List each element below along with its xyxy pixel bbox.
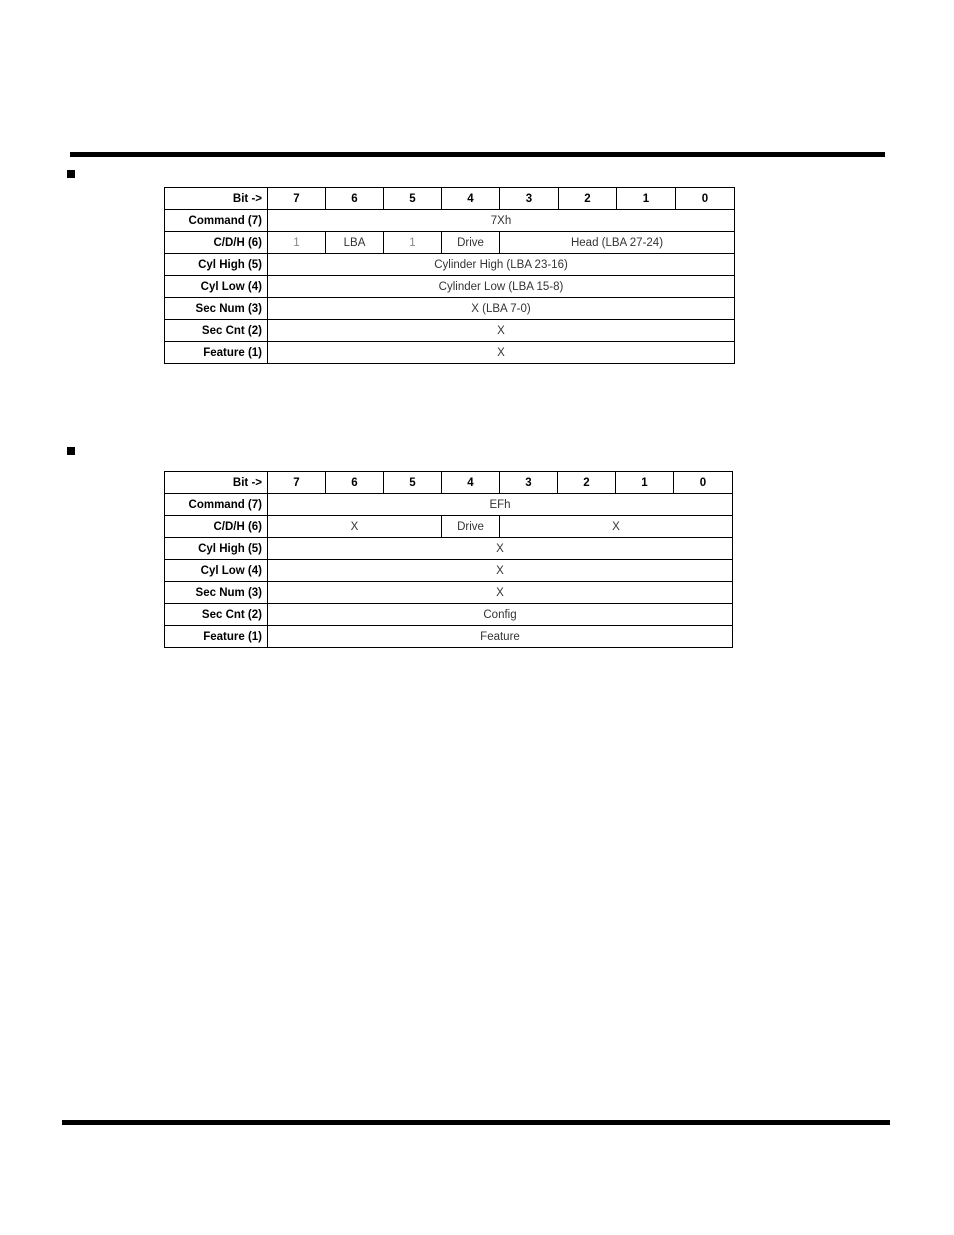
bit-7: 7 <box>268 188 326 210</box>
cyl-high-row <box>165 538 733 560</box>
cyl-high-value: X <box>268 538 733 560</box>
cdh-label: C/D/H (6) <box>165 232 268 254</box>
cdh-label: C/D/H (6) <box>165 516 268 538</box>
bit-4: 4 <box>442 188 500 210</box>
bit-5: 5 <box>384 472 442 494</box>
register-table-2 <box>164 471 733 648</box>
sec-num-label: Sec Num (3) <box>165 582 268 604</box>
sec-cnt-label: Sec Cnt (2) <box>165 604 268 626</box>
cdh-row <box>165 232 735 254</box>
feature-row <box>165 626 733 648</box>
feature-label: Feature (1) <box>165 342 268 364</box>
bit-0: 0 <box>674 472 733 494</box>
cyl-high-row <box>165 254 735 276</box>
sec-cnt-label: Sec Cnt (2) <box>165 320 268 342</box>
sec-num-row <box>165 582 733 604</box>
cyl-high-label: Cyl High (5) <box>165 538 268 560</box>
command-row <box>165 494 733 516</box>
bit-7: 7 <box>268 472 326 494</box>
bit-header-row <box>165 188 735 210</box>
cyl-low-value: Cylinder Low (LBA 15-8) <box>268 276 735 298</box>
feature-value: X <box>268 342 735 364</box>
cdh-row <box>165 516 733 538</box>
command-label: Command (7) <box>165 210 268 232</box>
bit-2: 2 <box>558 472 616 494</box>
command-label: Command (7) <box>165 494 268 516</box>
bit-3: 3 <box>500 472 558 494</box>
feature-label: Feature (1) <box>165 626 268 648</box>
sec-cnt-value: Config <box>268 604 733 626</box>
feature-row <box>165 342 735 364</box>
cyl-low-row <box>165 276 735 298</box>
section-bullet-2 <box>67 447 75 455</box>
cyl-high-value: Cylinder High (LBA 23-16) <box>268 254 735 276</box>
section-bullet-1 <box>67 170 75 178</box>
bit-4: 4 <box>442 472 500 494</box>
cdh-bit4-drive: Drive <box>442 516 500 538</box>
bit-1: 1 <box>616 472 674 494</box>
register-table-1 <box>164 187 735 364</box>
footer-rule <box>62 1120 890 1125</box>
cdh-head: Head (LBA 27-24) <box>500 232 735 254</box>
sec-cnt-row <box>165 604 733 626</box>
sec-num-value: X <box>268 582 733 604</box>
cdh-bit4-drive: Drive <box>442 232 500 254</box>
sec-cnt-value: X <box>268 320 735 342</box>
bit-header-row <box>165 472 733 494</box>
cyl-low-label: Cyl Low (4) <box>165 276 268 298</box>
sec-cnt-row <box>165 320 735 342</box>
bit-0: 0 <box>676 188 735 210</box>
cdh-bit5: 1 <box>384 232 442 254</box>
bit-6: 6 <box>326 188 384 210</box>
cdh-bit7: 1 <box>268 232 326 254</box>
cdh-lower-bits: X <box>500 516 733 538</box>
command-value: 7Xh <box>268 210 735 232</box>
bit-5: 5 <box>384 188 442 210</box>
bit-2: 2 <box>559 188 617 210</box>
command-value: EFh <box>268 494 733 516</box>
bit-label: Bit -> <box>165 472 268 494</box>
cdh-upper-bits: X <box>268 516 442 538</box>
command-row <box>165 210 735 232</box>
header-rule <box>70 152 885 157</box>
sec-num-value: X (LBA 7-0) <box>268 298 735 320</box>
cdh-bit6-lba: LBA <box>326 232 384 254</box>
cyl-low-value: X <box>268 560 733 582</box>
cyl-low-row <box>165 560 733 582</box>
bit-1: 1 <box>617 188 676 210</box>
cyl-high-label: Cyl High (5) <box>165 254 268 276</box>
sec-num-label: Sec Num (3) <box>165 298 268 320</box>
feature-value: Feature <box>268 626 733 648</box>
bit-label: Bit -> <box>165 188 268 210</box>
bit-3: 3 <box>500 188 559 210</box>
bit-6: 6 <box>326 472 384 494</box>
cyl-low-label: Cyl Low (4) <box>165 560 268 582</box>
sec-num-row <box>165 298 735 320</box>
